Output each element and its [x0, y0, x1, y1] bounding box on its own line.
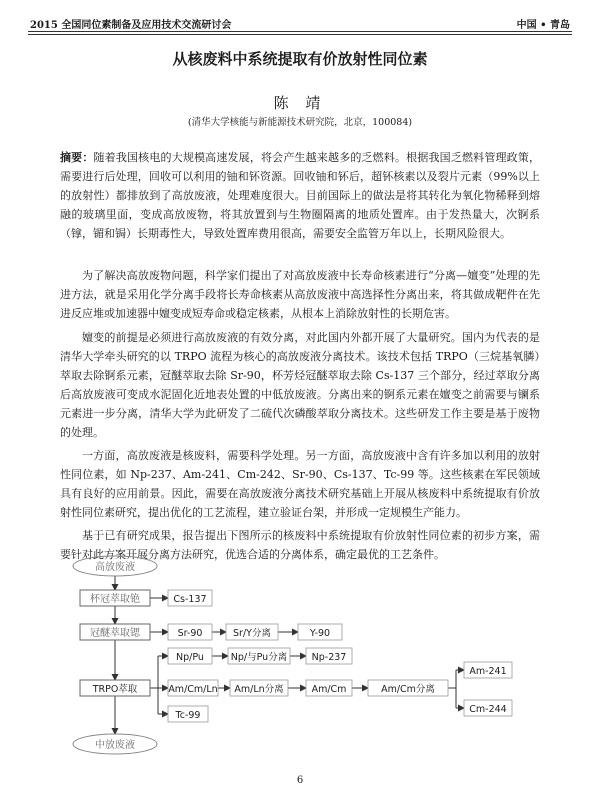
trpo-step-label: TRPO萃取: [92, 684, 138, 695]
amcm-sep-label: Am/Cm分离: [381, 684, 435, 695]
author-affiliation: (清华大学核能与新能源技术研究院，北京，100084): [187, 117, 413, 128]
page-number: 6: [296, 775, 304, 786]
amcm-label: Am/Cm: [311, 684, 347, 695]
start-label: 高放废液: [95, 562, 135, 573]
nppu-label: Np/Pu: [176, 652, 204, 663]
body-paragraph-2: 嬗变的前提是必须进行高放废液的有效分离，对此国内外都开展了大量研究。国内为代表的是清华大学牵头研究的以 TRPO 流程为核心的高放废液分离技术。该技术包括 TRPO（三烷基氧膦）萃取去除锕系元素，冠醚萃取去除 Sr-90，杯芳烃冠醚萃取去除 Cs-137 三个部分，经过萃取分离后高放废液可变成水泥固化近地表处置的中低放废液。分离出来的锕系元素在嬗变之前需要与镧系元素进一步分离，清华大学为此研发了二硫代次磷酸萃取分离技术。这些研发工作主要是基于废物的处理。: [60, 331, 540, 439]
nppu-sep-label: Np/与Pu分离: [230, 652, 288, 663]
calix-step-label: 杯冠萃取铯: [90, 594, 140, 605]
header-conference: 2015 全国同位素制备及应用技术交流研讨会: [30, 20, 232, 31]
sr90-label: Sr-90: [177, 628, 203, 639]
amcmln-label: Am/Cm/Ln: [168, 684, 218, 695]
tc99-label: Tc-99: [175, 710, 201, 721]
crown-step-label: 冠醚萃取锶: [90, 628, 140, 639]
amln-sep-label: Am/Ln分离: [234, 684, 284, 695]
end-label: 中放废液: [95, 740, 135, 751]
abstract-label: 摘要：: [60, 151, 94, 164]
sry-sep-label: Sr/Y分离: [233, 628, 271, 639]
abstract-text: 随着我国核电的大规模高速发展，将会产生越来越多的乏燃料。根据我国乏燃料管理政策，需要进行后处理，回收可以利用的铀和钚资源。回收铀和钚后，超钚核素以及裂片元素（99%以上的放射性）都排放到了高放废液，处理难度很大。目前国际上的做法是将其转化为氧化物稀释到熔融的玻璃里面，变成高放废物，将其放置到与生物圈隔离的地质处置库。由于发热量大，次锕系（镎，镅和锔）长期毒性大，导致处置库费用很高，需要安全监管万年以上，长期风险很大。: [60, 151, 540, 240]
author-name: 陈 靖: [273, 94, 327, 112]
paper-title: 从核废料中系统提取有价放射性同位素: [172, 50, 428, 68]
y90-label: Y-90: [309, 628, 331, 639]
cm244-label: Cm-244: [469, 704, 507, 715]
body-paragraph-1: 为了解决高放废物问题，科学家们提出了对高放废液中长寿命核素进行“分离—嬗变”处理的先进方法，就是采用化学分离手段将长寿命核素从高放废液中高选择性分离出来，将其做成靶件在先进反应堆或加速器中嬗变成短寿命或稳定核素，从根本上消除放射性的长期危害。: [60, 269, 540, 320]
cs137-label: Cs-137: [173, 594, 207, 605]
body-paragraph-4: 基于已有研究成果，报告提出下图所示的核废料中系统提取有价放射性同位素的初步方案，需要针对此方案开展分离方法研究，优选合适的分离体系，确定最优的工艺条件。: [60, 529, 540, 561]
am241-label: Am-241: [469, 666, 507, 677]
np237-label: Np-237: [311, 652, 347, 663]
header-location: 中国 • 青岛: [516, 20, 570, 31]
body-paragraph-3: 一方面，高放废液是核废料，需要科学处理。另一方面，高放废液中含有许多加以利用的放射性同位素，如 Np-237、Am-241、Cm-242、Sr-90、Cs-137、Tc-99 等。这些核素在军民领域具有良好的应用前景。因此，需要在高放废液分离技术研究基础上开展从核废料中系统提取有价放射性同位素研究，提出优化的工艺流程，建立验证台架，并形成一定规模生产能力。: [60, 449, 540, 519]
